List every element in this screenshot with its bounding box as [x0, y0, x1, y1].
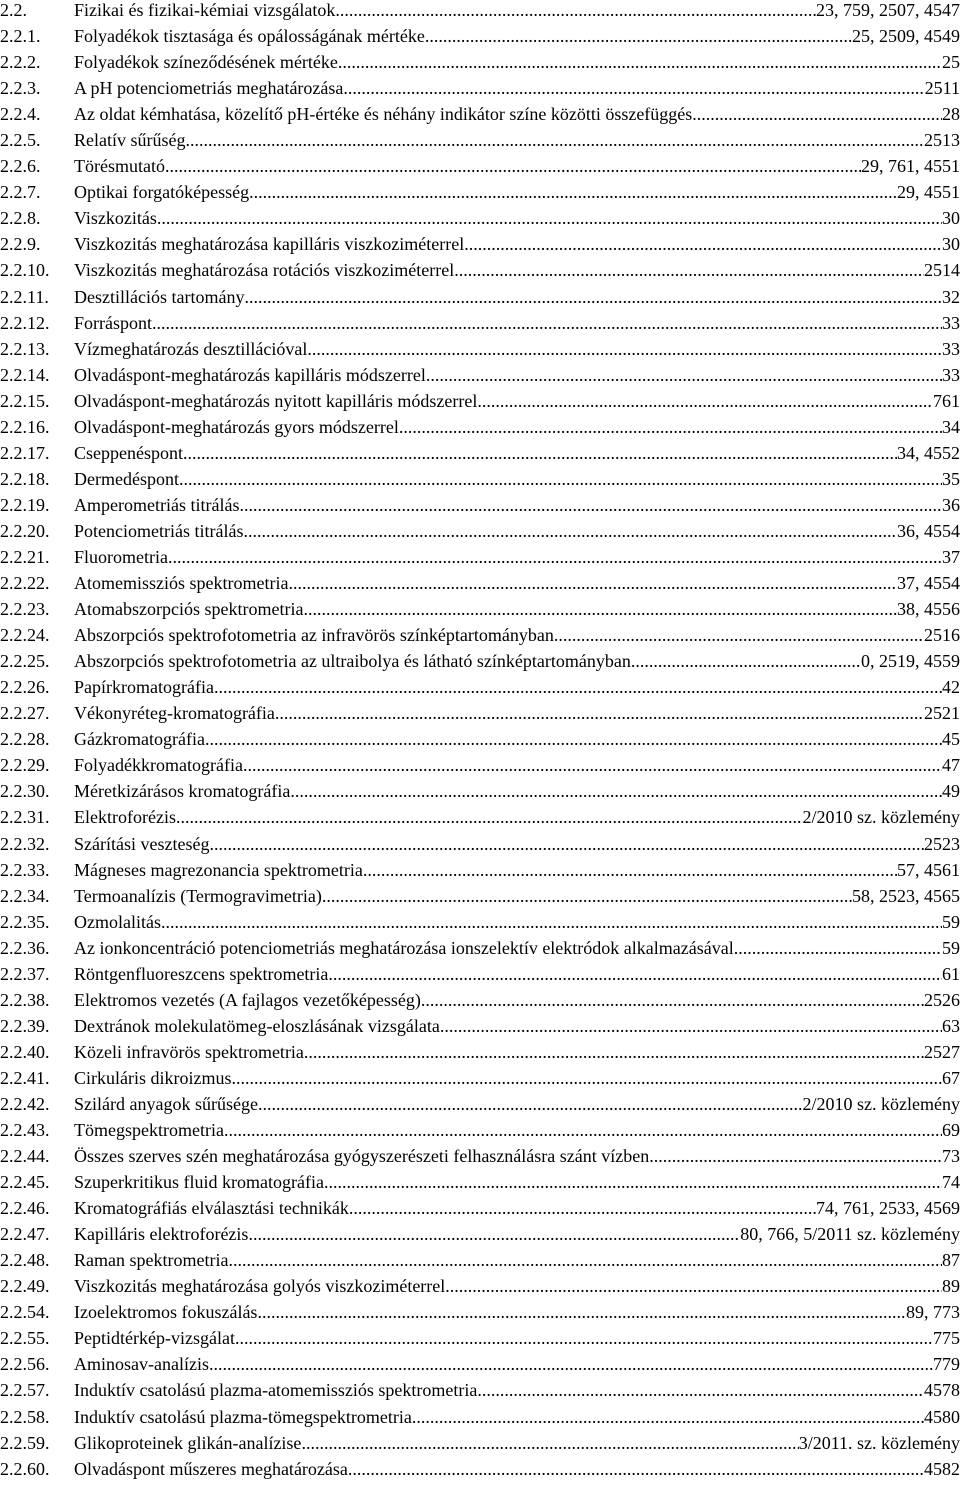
toc-entry-title: Olvadáspont-meghatározás nyitott kapilláris módszerrel — [74, 390, 478, 411]
toc-dot-leader — [692, 101, 942, 127]
toc-entry — [0, 231, 960, 257]
toc-entry — [0, 1039, 960, 1065]
toc-entry-title: Olvadáspont-meghatározás kapilláris módszerrel — [74, 364, 426, 385]
toc-entry — [0, 362, 960, 388]
toc-entry-page: 4580 — [924, 1406, 960, 1427]
toc-entry-title: Kapilláris elektroforézis — [74, 1224, 249, 1245]
toc-entry-page: 67 — [942, 1067, 960, 1088]
toc-entry-number: 2.2.29. — [0, 755, 50, 776]
toc-entry-number: 2.2.22. — [0, 573, 50, 594]
toc-entry — [0, 1221, 960, 1247]
toc-entry — [0, 492, 960, 518]
toc-dot-leader — [307, 336, 942, 362]
toc-entry — [0, 935, 960, 961]
toc-entry-page: 38, 4556 — [897, 599, 960, 620]
toc-entry — [0, 23, 960, 49]
toc-entry-title: Induktív csatolású plazma-tömegspektrometria — [74, 1406, 412, 1427]
toc-entry-title: Szuperkritikus fluid kromatográfia — [74, 1172, 324, 1193]
toc-entry-number: 2.2.60. — [0, 1458, 50, 1479]
toc-entry-page: 80, 766, 5/2011 sz. közlemény — [740, 1224, 960, 1245]
toc-entry-number: 2.2.7. — [0, 182, 41, 203]
toc-entry-number: 2.2.54. — [0, 1302, 50, 1323]
toc-entry-page: 761 — [933, 390, 960, 411]
toc-entry-page: 25, 2509, 4549 — [852, 26, 960, 47]
toc-entry — [0, 883, 960, 909]
toc-entry-page: 73 — [942, 1146, 960, 1167]
toc-entry-page: 74 — [942, 1172, 960, 1193]
toc-dot-leader — [214, 674, 942, 700]
toc-entry-number: 2.2.27. — [0, 703, 50, 724]
toc-entry-title: Viszkozitás meghatározása golyós viszkoziméterrel — [74, 1276, 446, 1297]
toc-entry-title: Induktív csatolású plazma-atomemissziós spektrometria — [74, 1380, 478, 1401]
toc-entry-page: 28 — [942, 104, 960, 125]
toc-entry-page: 2513 — [924, 130, 960, 151]
toc-entry — [0, 700, 960, 726]
toc-entry-page: 33 — [942, 364, 960, 385]
toc-entry-title: Szilárd anyagok sűrűsége — [74, 1093, 258, 1114]
toc-entry — [0, 205, 960, 231]
toc-entry-page: 29, 761, 4551 — [861, 156, 960, 177]
toc-entry — [0, 1325, 960, 1351]
toc-dot-leader — [249, 179, 897, 205]
toc-entry-number: 2.2.23. — [0, 599, 50, 620]
toc-dot-leader — [183, 440, 897, 466]
toc-entry — [0, 257, 960, 283]
toc-entry — [0, 388, 960, 414]
toc-entry-number: 2.2.31. — [0, 807, 50, 828]
toc-entry — [0, 75, 960, 101]
toc-entry-title: Optikai forgatóképesség — [74, 182, 250, 203]
toc-dot-leader — [235, 1325, 933, 1351]
toc-entry-number: 2.2.25. — [0, 651, 50, 672]
toc-entry — [0, 440, 960, 466]
toc-entry-number: 2.2.14. — [0, 364, 50, 385]
toc-dot-leader — [290, 778, 942, 804]
toc-entry-number: 2.2.9. — [0, 234, 41, 255]
toc-entry-title: Cseppenéspont — [74, 442, 183, 463]
toc-entry — [0, 1091, 960, 1117]
toc-dot-leader — [224, 1117, 942, 1143]
toc-entry-page: 69 — [942, 1120, 960, 1141]
toc-dot-leader — [328, 961, 942, 987]
toc-entry-number: 2.2.18. — [0, 468, 50, 489]
toc-dot-leader — [554, 622, 924, 648]
toc-dot-leader — [209, 1351, 933, 1377]
toc-entry — [0, 1456, 960, 1482]
toc-entry-title: Termoanalízis (Termogravimetria) — [74, 885, 322, 906]
toc-entry-number: 2.2.46. — [0, 1198, 50, 1219]
toc-entry-page: 37 — [942, 546, 960, 567]
toc-entry — [0, 1430, 960, 1456]
toc-entry-page: 36 — [942, 494, 960, 515]
toc-entry — [0, 0, 960, 23]
toc-dot-leader — [464, 231, 942, 257]
toc-dot-leader — [363, 857, 897, 883]
toc-entry-title: Folyadékkromatográfia — [74, 755, 243, 776]
toc-dot-leader — [179, 466, 942, 492]
toc-dot-leader — [477, 1377, 924, 1403]
toc-entry-title: A pH potenciometriás meghatározása. — [74, 78, 348, 99]
toc-entry-number: 2.2.6. — [0, 156, 41, 177]
toc-entry-page: 47 — [942, 755, 960, 776]
toc-entry-number: 2.2.24. — [0, 625, 50, 646]
toc-entry-title: Tömegspektrometria — [74, 1120, 224, 1141]
toc-entry — [0, 179, 960, 205]
toc-entry — [0, 752, 960, 778]
toc-dot-leader — [243, 518, 897, 544]
toc-entry-page: 49 — [942, 781, 960, 802]
toc-entry-title: Törésmutató — [74, 156, 165, 177]
toc-dot-leader — [205, 726, 942, 752]
toc-entry-title: Vízmeghatározás desztillációval — [74, 338, 308, 359]
toc-entry-number: 2.2.44. — [0, 1146, 50, 1167]
toc-dot-leader — [445, 1273, 942, 1299]
toc-dot-leader — [304, 1039, 924, 1065]
toc-entry-page: 779 — [933, 1354, 960, 1375]
toc-entry-number: 2.2.42. — [0, 1093, 50, 1114]
toc-entry — [0, 1351, 960, 1377]
toc-entry-page: 33 — [942, 312, 960, 333]
toc-entry — [0, 778, 960, 804]
toc-entry-number: 2.2.43. — [0, 1120, 50, 1141]
toc-dot-leader — [157, 205, 942, 231]
toc-entry-title: Glikoproteinek glikán-analízise — [74, 1432, 302, 1453]
toc-entry-page: 23, 759, 2507, 4547 — [816, 0, 960, 20]
toc-entry-page: 2511 — [924, 78, 960, 99]
toc-dot-leader — [399, 414, 942, 440]
toc-dot-leader — [412, 1404, 924, 1430]
toc-entry-number: 2.2.1. — [0, 26, 41, 47]
toc-dot-leader — [426, 362, 942, 388]
toc-entry-number: 2.2.37. — [0, 963, 50, 984]
toc-dot-leader — [734, 935, 942, 961]
toc-entry — [0, 414, 960, 440]
toc-entry-number: 2.2.55. — [0, 1328, 50, 1349]
toc-entry-number: 2.2.26. — [0, 677, 50, 698]
toc-dot-leader — [231, 1065, 942, 1091]
toc-entry-title: Vékonyréteg-kromatográfia — [74, 703, 275, 724]
toc-entry-title: Szárítási veszteség — [74, 833, 210, 854]
toc-entry-number: 2.2.58. — [0, 1406, 50, 1427]
toc-entry-page: 30 — [942, 208, 960, 229]
toc-entry-page: 34 — [942, 416, 960, 437]
toc-entry-title: Aminosav-analízis — [74, 1354, 209, 1375]
toc-entry — [0, 1377, 960, 1403]
toc-dot-leader — [176, 804, 803, 830]
toc-entry-number: 2.2.59. — [0, 1432, 50, 1453]
toc-dot-leader — [322, 883, 852, 909]
toc-dot-leader — [477, 388, 933, 414]
toc-entry-title: Papírkromatográfia — [74, 677, 214, 698]
toc-dot-leader — [303, 596, 897, 622]
toc-entry-title: Gázkromatográfia — [74, 729, 205, 750]
toc-entry — [0, 1195, 960, 1221]
toc-entry-page: 59 — [942, 911, 960, 932]
toc-entry — [0, 518, 960, 544]
toc-entry-title: Potenciometriás titrálás — [74, 520, 244, 541]
toc-entry-number: 2.2.48. — [0, 1250, 50, 1271]
toc-entry-page: 87 — [942, 1250, 960, 1271]
toc-entry — [0, 544, 960, 570]
toc-entry-page: 30 — [942, 234, 960, 255]
toc-entry-title: Méretkizárásos kromatográfia — [74, 781, 291, 802]
toc-entry-number: 2.2.41. — [0, 1067, 50, 1088]
toc-entry — [0, 153, 960, 179]
toc-dot-leader — [649, 1143, 942, 1169]
toc-entry-page: 35 — [942, 468, 960, 489]
toc-entry-page: 4578 — [924, 1380, 960, 1401]
toc-dot-leader — [165, 153, 861, 179]
toc-entry-page: 2/2010 sz. közlemény — [802, 1093, 960, 1114]
toc-entry-title: Mágneses magrezonancia spektrometria — [74, 859, 363, 880]
toc-entry-number: 2.2.33. — [0, 859, 50, 880]
toc-entry-number: 2.2.17. — [0, 442, 50, 463]
toc-entry-number: 2.2.36. — [0, 937, 50, 958]
toc-entry-page: 89, 773 — [906, 1302, 960, 1323]
toc-entry-title: Cirkuláris dikroizmus — [74, 1067, 232, 1088]
toc-entry-number: 2.2.47. — [0, 1224, 50, 1245]
toc-entry-title: Amperometriás titrálás — [74, 494, 240, 515]
toc-entry — [0, 961, 960, 987]
toc-entry-page: 29, 4551 — [897, 182, 960, 203]
toc-entry-title: Elektromos vezetés (A fajlagos vezetőképesség) — [74, 989, 421, 1010]
toc-entry-title: Abszorpciós spektrofotometria az ultraibolya és látható színképtartományban — [74, 651, 631, 672]
toc-entry-title: Elektroforézis — [74, 807, 176, 828]
toc-dot-leader — [275, 700, 924, 726]
toc-dot-leader — [168, 544, 942, 570]
toc-entry-page: 37, 4554 — [897, 573, 960, 594]
toc-entry-number: 2.2.3. — [0, 78, 41, 99]
toc-entry — [0, 1247, 960, 1273]
toc-dot-leader — [239, 492, 942, 518]
toc-entry-number: 2.2.4. — [0, 104, 41, 125]
toc-dot-leader — [454, 257, 924, 283]
toc-entry-number: 2.2.16. — [0, 416, 50, 437]
toc-entry-title: Abszorpciós spektrofotometria az infravörös színképtartományban — [74, 625, 554, 646]
toc-entry-title: Ozmolalitás — [74, 911, 161, 932]
toc-entry-page: 58, 2523, 4565 — [852, 885, 960, 906]
toc-entry-title: Dextránok molekulatömeg-eloszlásának vizsgálata — [74, 1015, 440, 1036]
toc-entry-number: 2.2.45. — [0, 1172, 50, 1193]
toc-dot-leader — [335, 0, 816, 23]
toc-entry-title: Folyadékok tisztasága és opálosságának mértéke — [74, 26, 425, 47]
toc-entry-number: 2.2.21. — [0, 546, 50, 567]
toc-entry — [0, 310, 960, 336]
toc-entry-number: 2.2.19. — [0, 494, 50, 515]
toc-entry-title: Dermedéspont — [74, 468, 179, 489]
toc-entry-number: 2.2.15. — [0, 390, 50, 411]
toc-dot-leader — [349, 1195, 816, 1221]
toc-entry-title: Viszkozitás — [74, 208, 157, 229]
toc-entry-title: Atomabszorpciós spektrometria — [74, 599, 304, 620]
toc-entry-number: 2.2.28. — [0, 729, 50, 750]
toc-entry — [0, 831, 960, 857]
toc-dot-leader — [228, 1247, 942, 1273]
toc-dot-leader — [185, 127, 924, 153]
toc-entry — [0, 648, 960, 674]
toc-dot-leader — [348, 1456, 924, 1482]
toc-entry-page: 2514 — [924, 260, 960, 281]
toc-entry-title: Fluorometria — [74, 546, 168, 567]
toc-dot-leader — [244, 284, 942, 310]
toc-entry — [0, 1013, 960, 1039]
toc-entry-page: 33 — [942, 338, 960, 359]
toc-entry-page: 57, 4561 — [897, 859, 960, 880]
toc-entry — [0, 101, 960, 127]
toc-entry-number: 2.2.32. — [0, 833, 50, 854]
toc-entry-page: 61 — [942, 963, 960, 984]
toc-entry-page: 2523 — [924, 833, 960, 854]
toc-dot-leader — [257, 1299, 906, 1325]
toc-entry-number: 2.2.13. — [0, 338, 50, 359]
toc-dot-leader — [324, 1169, 942, 1195]
toc-entry-title: Összes szerves szén meghatározása gyógyszerészeti felhasználásra szánt vízben — [74, 1146, 650, 1167]
toc-entry-number: 2.2.2. — [0, 52, 41, 73]
toc-entry-title: Desztillációs tartomány — [74, 286, 245, 307]
toc-dot-leader — [348, 75, 925, 101]
toc-dot-leader — [440, 1013, 942, 1039]
toc-entry-page: 775 — [933, 1328, 960, 1349]
toc-entry — [0, 466, 960, 492]
toc-entry — [0, 284, 960, 310]
toc-entry-number: 2.2.5. — [0, 130, 41, 151]
toc-entry-page: 59 — [942, 937, 960, 958]
toc-entry-page: 34, 4552 — [897, 442, 960, 463]
toc-entry-number: 2.2.8. — [0, 208, 41, 229]
toc-entry-number: 2.2.40. — [0, 1041, 50, 1062]
toc-entry-page: 2526 — [924, 989, 960, 1010]
toc-entry — [0, 622, 960, 648]
toc-entry-title: Az oldat kémhatása, közelítő pH-értéke és néhány indikátor színe közötti összefüggés — [74, 104, 693, 125]
toc-dot-leader — [209, 831, 924, 857]
toc-entry-title: Az ionkoncentráció potenciometriás meghatározása ionszelektív elektródok alkalmazásával — [74, 937, 734, 958]
toc-entry-page: 2/2010 sz. közlemény — [802, 807, 960, 828]
toc-entry-number: 2.2.39. — [0, 1015, 50, 1036]
toc-entry-page: 36, 4554 — [897, 520, 960, 541]
toc-entry-number: 2.2.20. — [0, 520, 50, 541]
toc-entry — [0, 49, 960, 75]
toc-entry — [0, 987, 960, 1013]
toc-entry-number: 2.2.49. — [0, 1276, 50, 1297]
toc-entry-title: Olvadáspont műszeres meghatározása — [74, 1458, 348, 1479]
toc-entry-page: 3/2011. sz. közlemény — [798, 1432, 960, 1453]
toc-dot-leader — [288, 570, 897, 596]
toc-entry — [0, 909, 960, 935]
toc-entry-title: Fizikai és fizikai-kémiai vizsgálatok — [74, 0, 336, 20]
toc-entry-title: Peptidtérkép-vizsgálat — [74, 1328, 235, 1349]
toc-entry-page: 4582 — [924, 1458, 960, 1479]
toc-entry — [0, 857, 960, 883]
toc-entry — [0, 1143, 960, 1169]
toc-dot-leader — [421, 987, 924, 1013]
toc-entry — [0, 1117, 960, 1143]
toc-entry-number: 2.2.38. — [0, 989, 50, 1010]
toc-entry-number: 2.2.35. — [0, 911, 50, 932]
toc-dot-leader — [161, 909, 942, 935]
toc-entry-title: Folyadékok színeződésének mértéke — [74, 52, 338, 73]
toc-entry-number: 2.2.10. — [0, 260, 50, 281]
toc-dot-leader — [243, 752, 942, 778]
toc-dot-leader — [258, 1091, 803, 1117]
toc-entry — [0, 596, 960, 622]
toc-dot-leader — [301, 1430, 798, 1456]
toc-entry-page: 74, 761, 2533, 4569 — [816, 1198, 960, 1219]
toc-entry-number: 2.2.11. — [0, 286, 49, 307]
toc-entry-page: 32 — [942, 286, 960, 307]
toc-entry-page: 42 — [942, 677, 960, 698]
toc-entry-title: Viszkozitás meghatározása kapilláris viszkoziméterrel — [74, 234, 465, 255]
toc-entry-page: 0, 2519, 4559 — [861, 651, 960, 672]
toc-entry-title: Atomemissziós spektrometria — [74, 573, 289, 594]
toc-entry-page: 25 — [942, 52, 960, 73]
toc-entry-page: 45 — [942, 729, 960, 750]
toc-entry — [0, 1299, 960, 1325]
toc-entry-title: Röntgenfluoreszcens spektrometria — [74, 963, 329, 984]
toc-entry — [0, 674, 960, 700]
toc-entry-title: Viszkozitás meghatározása rotációs viszkoziméterrel — [74, 260, 455, 281]
toc-dot-leader — [425, 23, 852, 49]
toc-entry — [0, 127, 960, 153]
toc-entry-page: 2521 — [924, 703, 960, 724]
toc-entry-number: 2.2. — [0, 0, 27, 20]
toc-entry-page: 63 — [942, 1015, 960, 1036]
toc-entry — [0, 1273, 960, 1299]
toc-entry — [0, 1169, 960, 1195]
toc-entry-title: Relatív sűrűség — [74, 130, 186, 151]
toc-dot-leader — [338, 49, 942, 75]
toc-entry-title: Közeli infravörös spektrometria — [74, 1041, 304, 1062]
toc-entry-page: 89 — [942, 1276, 960, 1297]
toc-entry — [0, 726, 960, 752]
toc-dot-leader — [248, 1221, 740, 1247]
toc-entry — [0, 570, 960, 596]
toc-entry — [0, 1065, 960, 1091]
toc-entry-title: Olvadáspont-meghatározás gyors módszerrel — [74, 416, 399, 437]
toc-entry-number: 2.2.57. — [0, 1380, 50, 1401]
toc-entry-title: Izoelektromos fokuszálás — [74, 1302, 258, 1323]
toc-entry-number: 2.2.12. — [0, 312, 50, 333]
toc-entry — [0, 336, 960, 362]
toc-entry — [0, 804, 960, 830]
toc-entry-title: Kromatográfiás elválasztási technikák — [74, 1198, 349, 1219]
toc-entry-number: 2.2.30. — [0, 781, 50, 802]
toc-entry — [0, 1404, 960, 1430]
toc-entry-title: Raman spektrometria — [74, 1250, 229, 1271]
toc-entry-title: Forráspont — [74, 312, 152, 333]
toc-entry-page: 2527 — [924, 1041, 960, 1062]
toc-dot-leader — [152, 310, 942, 336]
toc-entry-number: 2.2.56. — [0, 1354, 50, 1375]
toc-dot-leader — [631, 648, 861, 674]
toc-entry-page: 2516 — [924, 625, 960, 646]
toc-entry-number: 2.2.34. — [0, 885, 50, 906]
